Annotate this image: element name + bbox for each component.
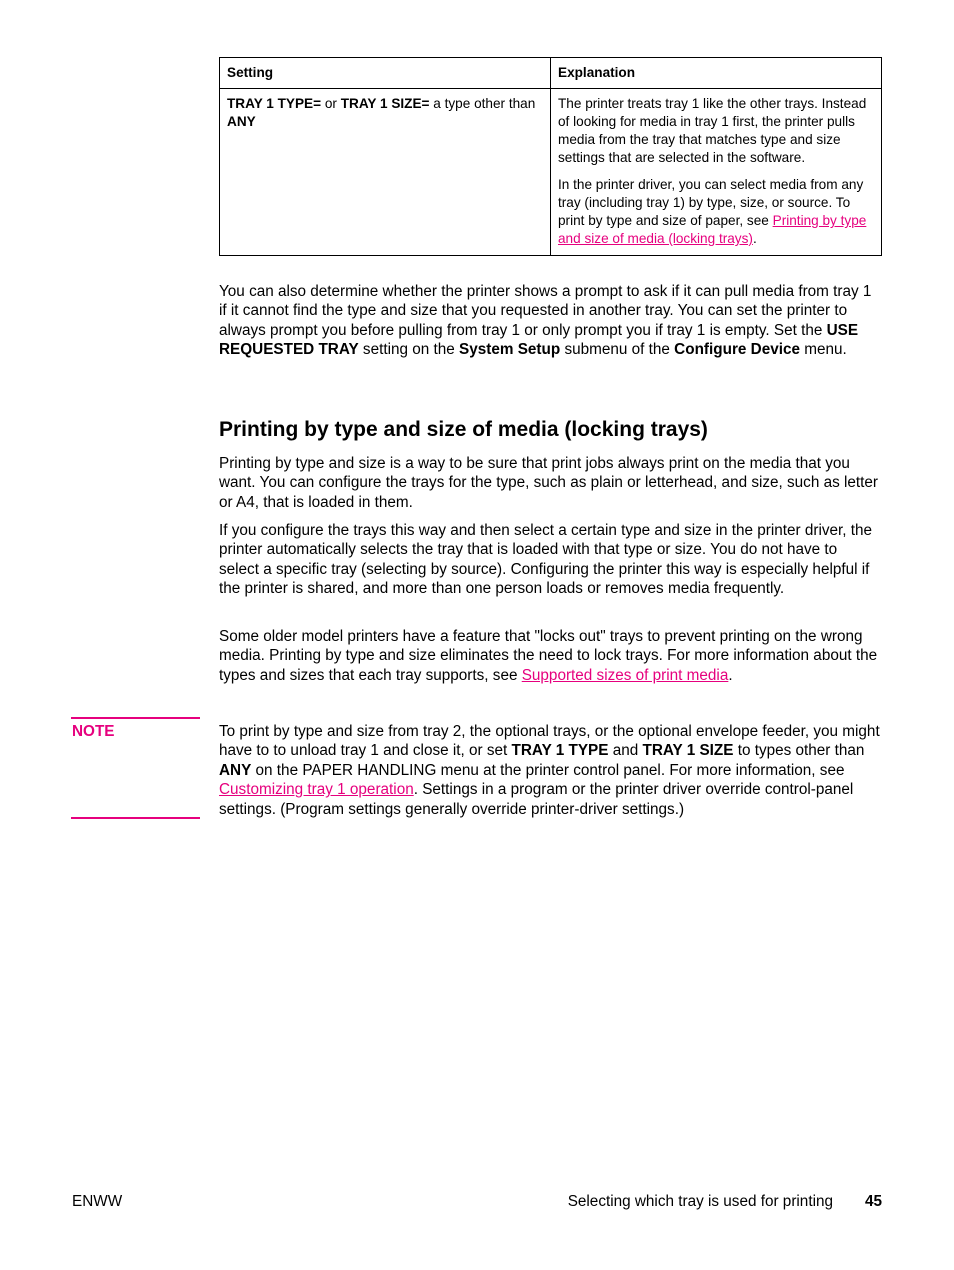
note-tray1-size: TRAY 1 SIZE [642, 742, 734, 760]
note-text-3: to types other than [733, 742, 865, 760]
note-label: NOTE [72, 723, 115, 740]
setting-cell [220, 89, 551, 256]
use-requested-tray: USE REQUESTED TRAY [219, 321, 859, 359]
note-text-2: and [608, 742, 643, 760]
footer-section-title: Selecting which tray is used for printing [567, 1193, 833, 1210]
setting-mid: a type other than [429, 96, 536, 111]
prompt-text-3: submenu of the [560, 341, 675, 359]
paragraph-3-period: . [728, 666, 733, 684]
footer-right [568, 1192, 882, 1211]
paragraph-2: If you configure the trays this way and then select a certain type and size in the printer driver, the printer automatically selects the tray that is loaded with that type or size. You do not have to select a specific tray (selecting by source). Configuring the printer this way is especially helpful if the printer is shared, and more than one person loads or removes media frequently. [219, 522, 873, 598]
explanation-cell [551, 89, 882, 256]
note-text-5: . Settings in a program or the printer driver override control-panel settings. (Program settings generally override printer-driver settings.) [219, 781, 854, 818]
link-locking-trays[interactable]: Printing by type and size of media (locking trays) [558, 213, 867, 246]
header-setting: Setting [220, 58, 551, 89]
paragraph-3 [219, 627, 881, 685]
explanation-paragraph-1: The printer treats tray 1 like the other trays. Instead of looking for media in tray 1 first, the printer pulls media from the tray that matches type and size settings that are selected in the software. [558, 96, 867, 165]
prompt-text-2: setting on the [358, 341, 460, 359]
section-heading: Printing by type and size of media (locking trays) [219, 418, 708, 441]
setting-tray1-type: TRAY 1 TYPE= [227, 96, 322, 111]
prompt-paragraph [219, 282, 881, 360]
note-any: ANY [219, 761, 252, 779]
explanation-paragraph-2 [558, 176, 874, 248]
setting-or: or [321, 96, 341, 111]
system-setup: System Setup [459, 341, 561, 359]
link-customizing-tray1[interactable]: Customizing tray 1 operation [219, 781, 414, 799]
setting-tray1-size: TRAY 1 SIZE= [340, 96, 430, 111]
configure-device: Configure Device [674, 341, 800, 359]
note-top-rule [71, 717, 200, 719]
explanation-text: In the printer driver, you can select media from any tray (including tray 1) by type, size, or source. To print by type and size of paper, see [558, 177, 864, 228]
page-number: 45 [864, 1193, 882, 1210]
prompt-text-1: You can also determine whether the printer shows a prompt to ask if it can pull media from tray 1 if it cannot find the type and size that you requested in another tray. You can set the printer to always prompt you before pulling from tray 1 or only prompt you if tray 1 is empty. Set the [219, 283, 872, 339]
table-row [220, 89, 882, 256]
note-tray1-type: TRAY 1 TYPE [511, 742, 609, 760]
link-supported-sizes[interactable]: Supported sizes of print media [521, 666, 729, 684]
note-text-1: To print by type and size from tray 2, the optional trays, or the optional envelope feeder, you might have to to unload tray 1 and close it, or set [219, 723, 880, 760]
paragraph-1: Printing by type and size is a way to be sure that print jobs always print on the media that you want. You can configure the trays for the type, such as plain or letterhead, and size, such as letter or A4, that is loaded in them. [219, 455, 879, 511]
note-text [219, 722, 881, 819]
footer-left: ENWW [72, 1193, 123, 1210]
header-explanation: Explanation [551, 58, 882, 89]
table-header-row [220, 58, 882, 89]
paragraph-3-text: Some older model printers have a feature that "locks out" trays to prevent printing on the wrong media. Printing by type and size eliminates the need to lock trays. For more information about the types and sizes that each tray supports, see [219, 628, 878, 684]
setting-any: ANY [227, 114, 256, 129]
explanation-period: . [752, 231, 757, 246]
note-text-4: on the PAPER HANDLING menu at the printer control panel. For more information, see [251, 761, 845, 779]
note-bottom-rule [71, 817, 200, 819]
settings-table [219, 57, 882, 256]
prompt-text-4: menu. [799, 341, 847, 359]
